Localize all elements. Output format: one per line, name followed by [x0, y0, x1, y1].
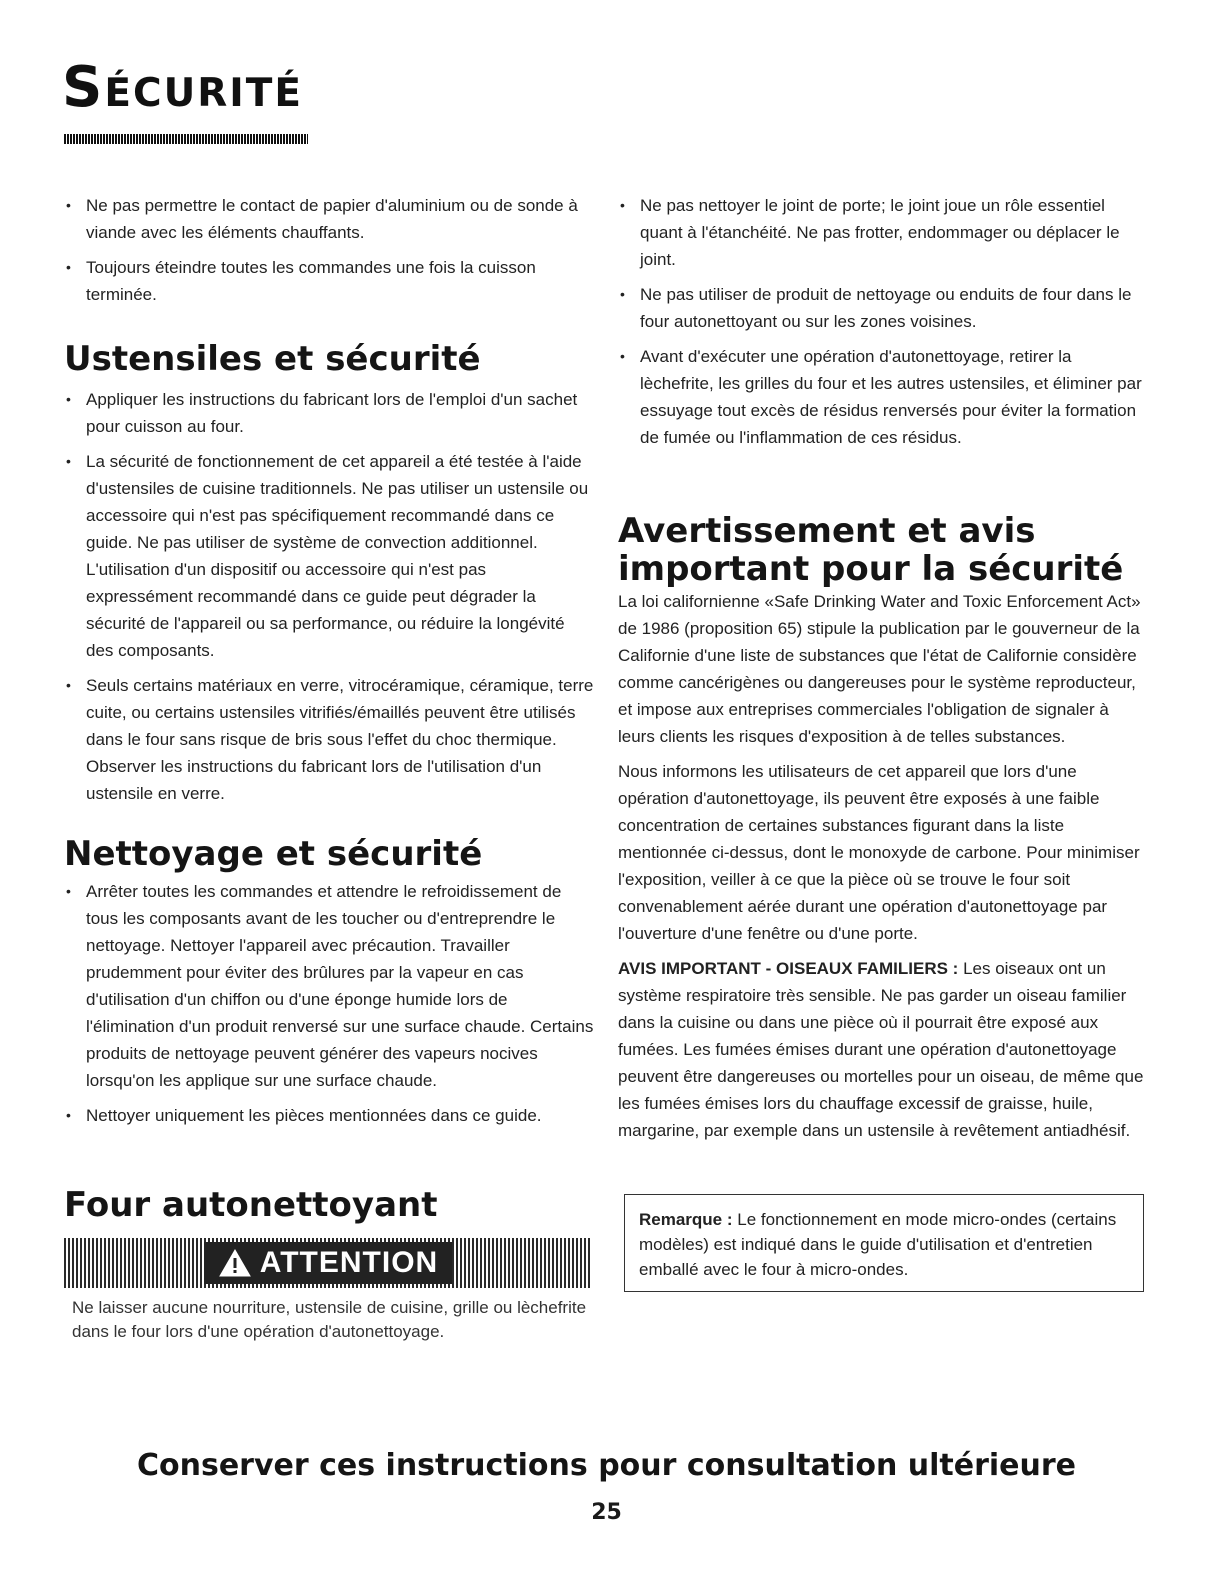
- avertissement-body: [618, 588, 1148, 1152]
- list-item: • Appliquer les instructions du fabricant lors de l'emploi d'un sachet pour cuisson au four.: [64, 386, 594, 440]
- section-heading-ustensiles: Ustensiles et sécurité: [64, 339, 481, 379]
- list-item: • Ne pas nettoyer le joint de porte; le joint joue un rôle essentiel quant à l'étanchéité. Ne pas frotter, endommager ou déplacer le joint.: [618, 192, 1148, 273]
- section-heading-nettoyage: Nettoyage et sécurité: [64, 834, 483, 874]
- page-number: 25: [591, 1500, 622, 1525]
- paragraph: Nous informons les utilisateurs de cet appareil que lors d'une opération d'autonettoyage, ils peuvent être exposés à une faible concentration de certaines substances figurant dans la liste mentionnée ci-dessus, dont le monoxyde de carbone. Pour minimiser l'exposition, veiller à ce que la pièce où se trouve le four soit convenablement aérée durant une opération d'autonettoyage par l'ouverture d'une fenêtre ou d'une porte.: [618, 762, 1140, 943]
- attention-banner: [64, 1238, 592, 1288]
- note-box: [624, 1194, 1144, 1292]
- attention-label: ATTENTION: [259, 1246, 439, 1279]
- list-item: • Seuls certains matériaux en verre, vitrocéramique, céramique, terre cuite, ou certains ustensiles vitrifiés/émaillés peuvent être utilisés dans le four sans risque de bris sous l'effet du choc thermique. Observer les instructions du fabricant lors de l'utilisation d'un ustensile en verre.: [64, 672, 594, 807]
- note-label: Remarque :: [639, 1210, 733, 1229]
- avis-paragraph: [618, 955, 1148, 1144]
- list-item: • Ne pas utiliser de produit de nettoyage ou enduits de four dans le four autonettoyant ou sur les zones voisines.: [618, 281, 1148, 335]
- intro-list: [64, 192, 594, 316]
- ustensiles-list: [64, 386, 594, 815]
- list-item: • Arrêter toutes les commandes et attendre le refroidissement de tous les composants avant de les toucher ou d'entreprendre le nettoyage. Nettoyer l'appareil avec précaution. Travailler prudemment pour éviter des brûlures par la vapeur en cas d'utilisation d'un chiffon ou d'une éponge humide lors de l'élimination d'un produit renversé sur une surface chaude. Certains produits de nettoyage peuvent générer des vapeurs nocives lorsqu'on les applique sur une surface chaude.: [64, 878, 594, 1094]
- footer-heading: Conserver ces instructions pour consultation ultérieure: [136, 1448, 1077, 1483]
- list-item: • Avant d'exécuter une opération d'autonettoyage, retirer la lèchefrite, les grilles du four et les autres ustensiles, et éliminer par essuyage tout excès de résidus renversés pour éviter la formation de fumée ou l'inflammation de ces résidus.: [618, 343, 1148, 451]
- list-item: • Nettoyer uniquement les pièces mentionnées dans ce guide.: [64, 1102, 594, 1129]
- section-heading-avertissement: Avertissement et avis important pour la sécurité: [618, 511, 1124, 589]
- attention-text: Ne laisser aucune nourriture, ustensile de cuisine, grille ou lèchefrite dans le four lors d'une opération d'autonettoyage.: [72, 1298, 587, 1341]
- right-list: [618, 192, 1148, 459]
- section-heading-four: Four autonettoyant: [64, 1185, 438, 1225]
- attention-label-wrap: [204, 1242, 452, 1284]
- page-title: Sécurité: [62, 55, 304, 120]
- nettoyage-list: [64, 878, 594, 1137]
- list-item: • Ne pas permettre le contact de papier d'aluminium ou de sonde à viande avec les éléments chauffants.: [64, 192, 594, 246]
- avis-text: Les oiseaux ont un système respiratoire très sensible. Ne pas garder un oiseau familier dans la cuisine ou dans une pièce où il pourrait être exposé aux fumées. Les fumées émises durant une opération d'autonettoyage peuvent être dangereuses ou mortelles pour un oiseau, de même que les fumées émises lors du chauffage excessif de graisse, huile, margarine, par exemple dans un ustensile à revêtement antiadhésif.: [618, 959, 1144, 1140]
- list-item: • Toujours éteindre toutes les commandes une fois la cuisson terminée.: [64, 254, 594, 308]
- note-text: Le fonctionnement en mode micro-ondes (certains modèles) est indiqué dans le guide d'utilisation et d'entretien emballé avec le four à micro-ondes.: [639, 1210, 1117, 1279]
- list-item: • La sécurité de fonctionnement de cet appareil a été testée à l'aide d'ustensiles de cuisine traditionnels. Ne pas utiliser un ustensile ou accessoire qui n'est pas spécifiquement recommandé dans ce guide. Ne pas utiliser de système de convection additionnel. L'utilisation d'un dispositif ou accessoire qui n'est pas expressément recommandé dans ce guide peut dégrader la sécurité de l'appareil ou sa performance, ou réduire la longévité des composants.: [64, 448, 594, 664]
- paragraph: La loi californienne «Safe Drinking Water and Toxic Enforcement Act» de 1986 (proposition 65) stipule la publication par le gouverneur de la Californie d'une liste de substances que l'état de Californie considère comme cancérigènes ou dangereuses pour le système reproducteur, et impose aux entreprises commerciales l'obligation de signaler à leurs clients les risques d'exposition à de telles substances.: [618, 592, 1141, 746]
- warning-triangle-icon: [218, 1248, 252, 1278]
- avis-label: AVIS IMPORTANT - OISEAUX FAMILIERS :: [618, 959, 959, 978]
- title-rule: [64, 134, 308, 144]
